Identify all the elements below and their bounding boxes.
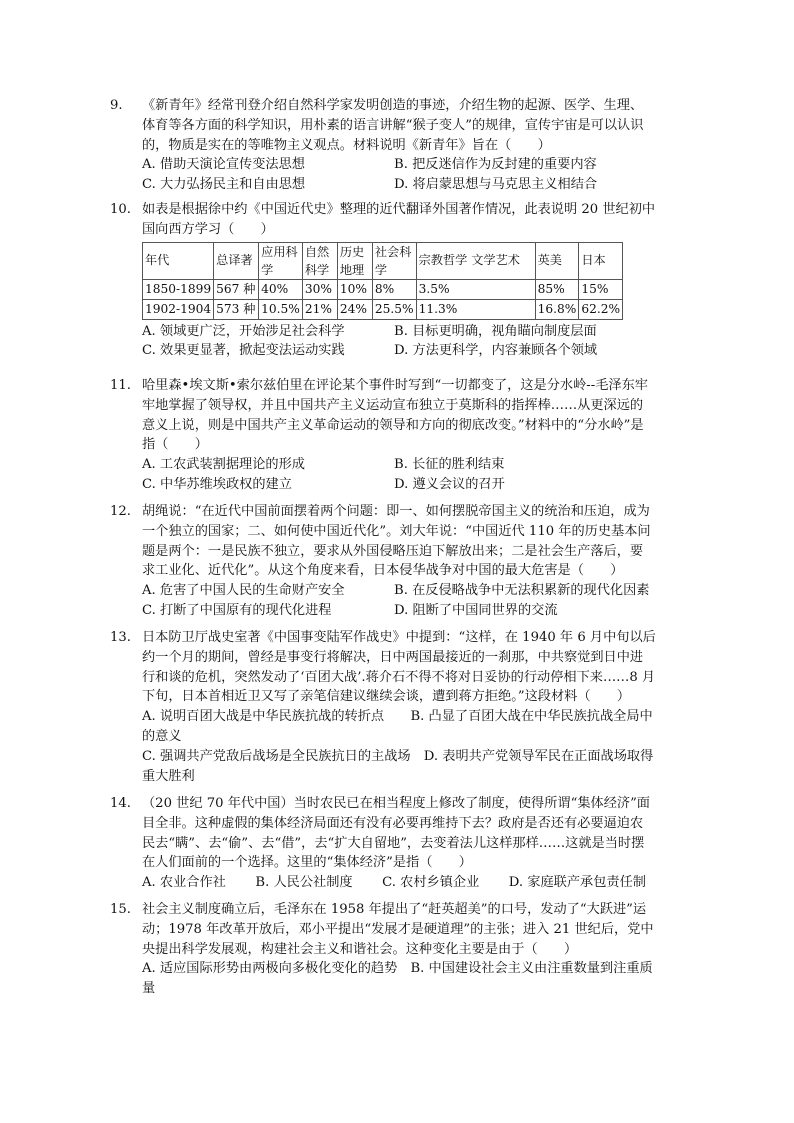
- table-header-cell: 社会科学: [372, 242, 416, 279]
- table-cell: 30%: [302, 279, 337, 299]
- table-cell: 85%: [535, 279, 579, 299]
- question-number: 12.: [110, 504, 131, 519]
- question-stem: 社会主义制度确立后，毛泽东在 1958 年提出了“赶英超美”的口号，发动了“大跃进”运动；1978 年改革开放后，邓小平提出“发展才是硬道理”的主张；进入 21 世纪后，党中央提出科学发展观，构建社会主义和谐社会。这种变化主要是由于（ ）: [142, 902, 654, 957]
- option-a[interactable]: A. 说明百团大战是中华民族抗战的转折点: [142, 709, 385, 725]
- table-cell: 573 种: [214, 299, 259, 319]
- question-stem: （20 世纪 70 年代中国）当时农民已在相当程度上修改了制度，使得所谓“集体经济”面目全非。这种虚假的集体经济局面还有没有必要再维持下去？政府是否还有必要逼迫农民去“瞒”、去“偷”、去“借”，去“扩大自留地”，去变着法儿这样那样……这就是当时摆在人们面前的一个选择。这里的“集体经济”是指（ ）: [142, 796, 650, 871]
- option-b[interactable]: B. 中国建设社会主义由注重数量到注重质量: [142, 961, 653, 997]
- question-number: 11.: [110, 378, 131, 393]
- table-cell: 62.2%: [579, 299, 623, 319]
- table-cell: 8%: [372, 279, 416, 299]
- table-cell: 10%: [337, 279, 372, 299]
- option-row: [142, 747, 656, 787]
- translation-table: [142, 242, 623, 320]
- table-header-cell: 宗教哲学 文学艺术: [416, 242, 535, 279]
- question-number: 9.: [110, 98, 123, 113]
- option-a[interactable]: A. 农业合作社: [142, 875, 226, 891]
- option-c[interactable]: C. 大力弘扬民主和自由思想: [142, 177, 306, 193]
- option-c[interactable]: C. 农村乡镇企业: [382, 875, 480, 891]
- question-12: [110, 502, 656, 621]
- question-number: 15.: [110, 902, 131, 917]
- table-cell: 40%: [259, 279, 303, 299]
- table-cell: 25.5%: [372, 299, 416, 319]
- table-row: [143, 279, 623, 299]
- option-b[interactable]: B. 长征的胜利结束: [394, 457, 505, 473]
- question-stem: 日本防卫厅战史室著《中国事变陆军作战史》中提到：“这样，在 1940 年 6 月中旬以后约一个月的期间，曾经是事变行将解决，日中两国最接近的一刹那，中共察觉到日中进行和谈的危机，突然发动了‘百团大战’.蒋介石不得不将对日妥协的行动停相下来……8 月下旬，日本首相近卫又写了亲笔信建议继续会谈，遭到蒋方拒绝。”这段材料（ ）: [142, 630, 656, 705]
- option-b[interactable]: B. 在反侵略战争中无法积累新的现代化因素: [394, 583, 650, 599]
- option-d[interactable]: D. 家庭联产承包责任制: [508, 875, 646, 891]
- option-a[interactable]: A. 工农武装割据理论的形成: [142, 457, 305, 473]
- question-10: [110, 200, 656, 361]
- option-row: [142, 707, 656, 747]
- question-11: [110, 376, 656, 495]
- question-15: [110, 900, 656, 999]
- question-number: 13.: [110, 630, 131, 645]
- table-cell: 15%: [579, 279, 623, 299]
- table-cell: 24%: [337, 299, 372, 319]
- table-header-cell: 英美: [535, 242, 579, 279]
- question-14: [110, 794, 656, 893]
- table-cell: 1902-1904: [143, 299, 214, 319]
- option-b[interactable]: B. 人民公社制度: [255, 875, 353, 891]
- question-stem: 《新青年》经常刊登介绍自然科学家发明创造的事迹，介绍生物的起源、医学、生理、体育等各方面的科学知识，用朴素的语言讲解“猴子变人”的规律，宣传宇宙是可以认识的，物质是实在的等唯物主义观点。材料说明《新青年》旨在（ ）: [142, 98, 644, 153]
- question-13: [110, 628, 656, 786]
- table-cell: 567 种: [214, 279, 259, 299]
- table-header-cell: 总译著: [214, 242, 259, 279]
- question-number: 14.: [110, 796, 131, 811]
- option-c[interactable]: C. 打断了中国原有的现代化进程: [142, 602, 332, 618]
- question-stem: 哈里森•埃文斯•索尔兹伯里在评论某个事件时写到“一切都变了，这是分水岭--毛泽东牢牢地掌握了领导权，并且中国共产主义运动宣布独立于莫斯科的指挥棒……从更深远的意义上说，则是中国共产主义革命运动的领导和方向的彻底改变。”材料中的“分水岭”是指（ ）: [142, 378, 648, 453]
- option-a[interactable]: A. 危害了中国人民的生命财产安全: [142, 583, 345, 599]
- option-b[interactable]: B. 把反迷信作为反封建的重要内容: [394, 157, 597, 173]
- question-stem: 胡绳说：“在近代中国前面摆着两个问题：即一、如何摆脱帝国主义的统治和压迫，成为一个独立的国家；二、如何使中国近代化”。刘大年说：“中国近代 110 年的历史基本问题是两个：一是民族不独立，要求从外国侵略压迫下解放出来；二是社会生产落后，要求工业化、近代化”。从这个角度来看，日本侵华战争对中国的最大危害是（ ）: [142, 504, 651, 579]
- table-cell: 11.3%: [416, 299, 535, 319]
- table-cell: 3.5%: [416, 279, 535, 299]
- table-header-cell: 历史地理: [337, 242, 372, 279]
- option-d[interactable]: D. 遵义会议的召开: [394, 476, 505, 492]
- question-stem: 如表是根据徐中约《中国近代史》整理的近代翻译外国著作情况，此表说明 20 世纪初中国向西方学习（ ）: [142, 202, 656, 237]
- table-row: [143, 299, 623, 319]
- option-c[interactable]: C. 效果更显著，掀起变法运动实践: [142, 343, 345, 359]
- option-d[interactable]: D. 阻断了中国同世界的交流: [394, 602, 558, 618]
- option-c[interactable]: C. 强调共产党敌后战场是全民族抗日的主战场: [142, 748, 411, 764]
- option-a[interactable]: A. 适应国际形势由两极向多极化变化的趋势: [142, 961, 398, 977]
- option-d[interactable]: D. 将启蒙思想与马克思主义相结合: [394, 177, 598, 193]
- table-cell: 16.8%: [535, 299, 579, 319]
- table-header-cell: 日本: [579, 242, 623, 279]
- option-a[interactable]: A. 领域更广泛，开始涉足社会科学: [142, 323, 345, 339]
- option-a[interactable]: A. 借助天演论宣传变法思想: [142, 157, 305, 173]
- option-c[interactable]: C. 中华苏维埃政权的建立: [142, 476, 292, 492]
- table-cell: 21%: [302, 299, 337, 319]
- option-d[interactable]: D. 方法更科学，内容兼顾各个领域: [394, 343, 598, 359]
- table-header-cell: 应用科学: [259, 242, 303, 279]
- question-9: [110, 96, 656, 195]
- option-row: [142, 959, 656, 999]
- option-b[interactable]: B. 目标更明确，视角瞄向制度层面: [394, 323, 597, 339]
- table-header-cell: 自然科学: [302, 242, 337, 279]
- option-b[interactable]: B. 凸显了百团大战在中华民族抗战全局中的意义: [142, 709, 653, 744]
- question-number: 10.: [110, 202, 131, 217]
- table-header-row: [143, 242, 623, 279]
- option-d[interactable]: D. 表明共产党领导军民在正面战场取得重大胜利: [142, 748, 654, 784]
- table-header-cell: 年代: [143, 242, 214, 279]
- table-cell: 10.5%: [259, 299, 303, 319]
- table-cell: 1850-1899: [143, 279, 214, 299]
